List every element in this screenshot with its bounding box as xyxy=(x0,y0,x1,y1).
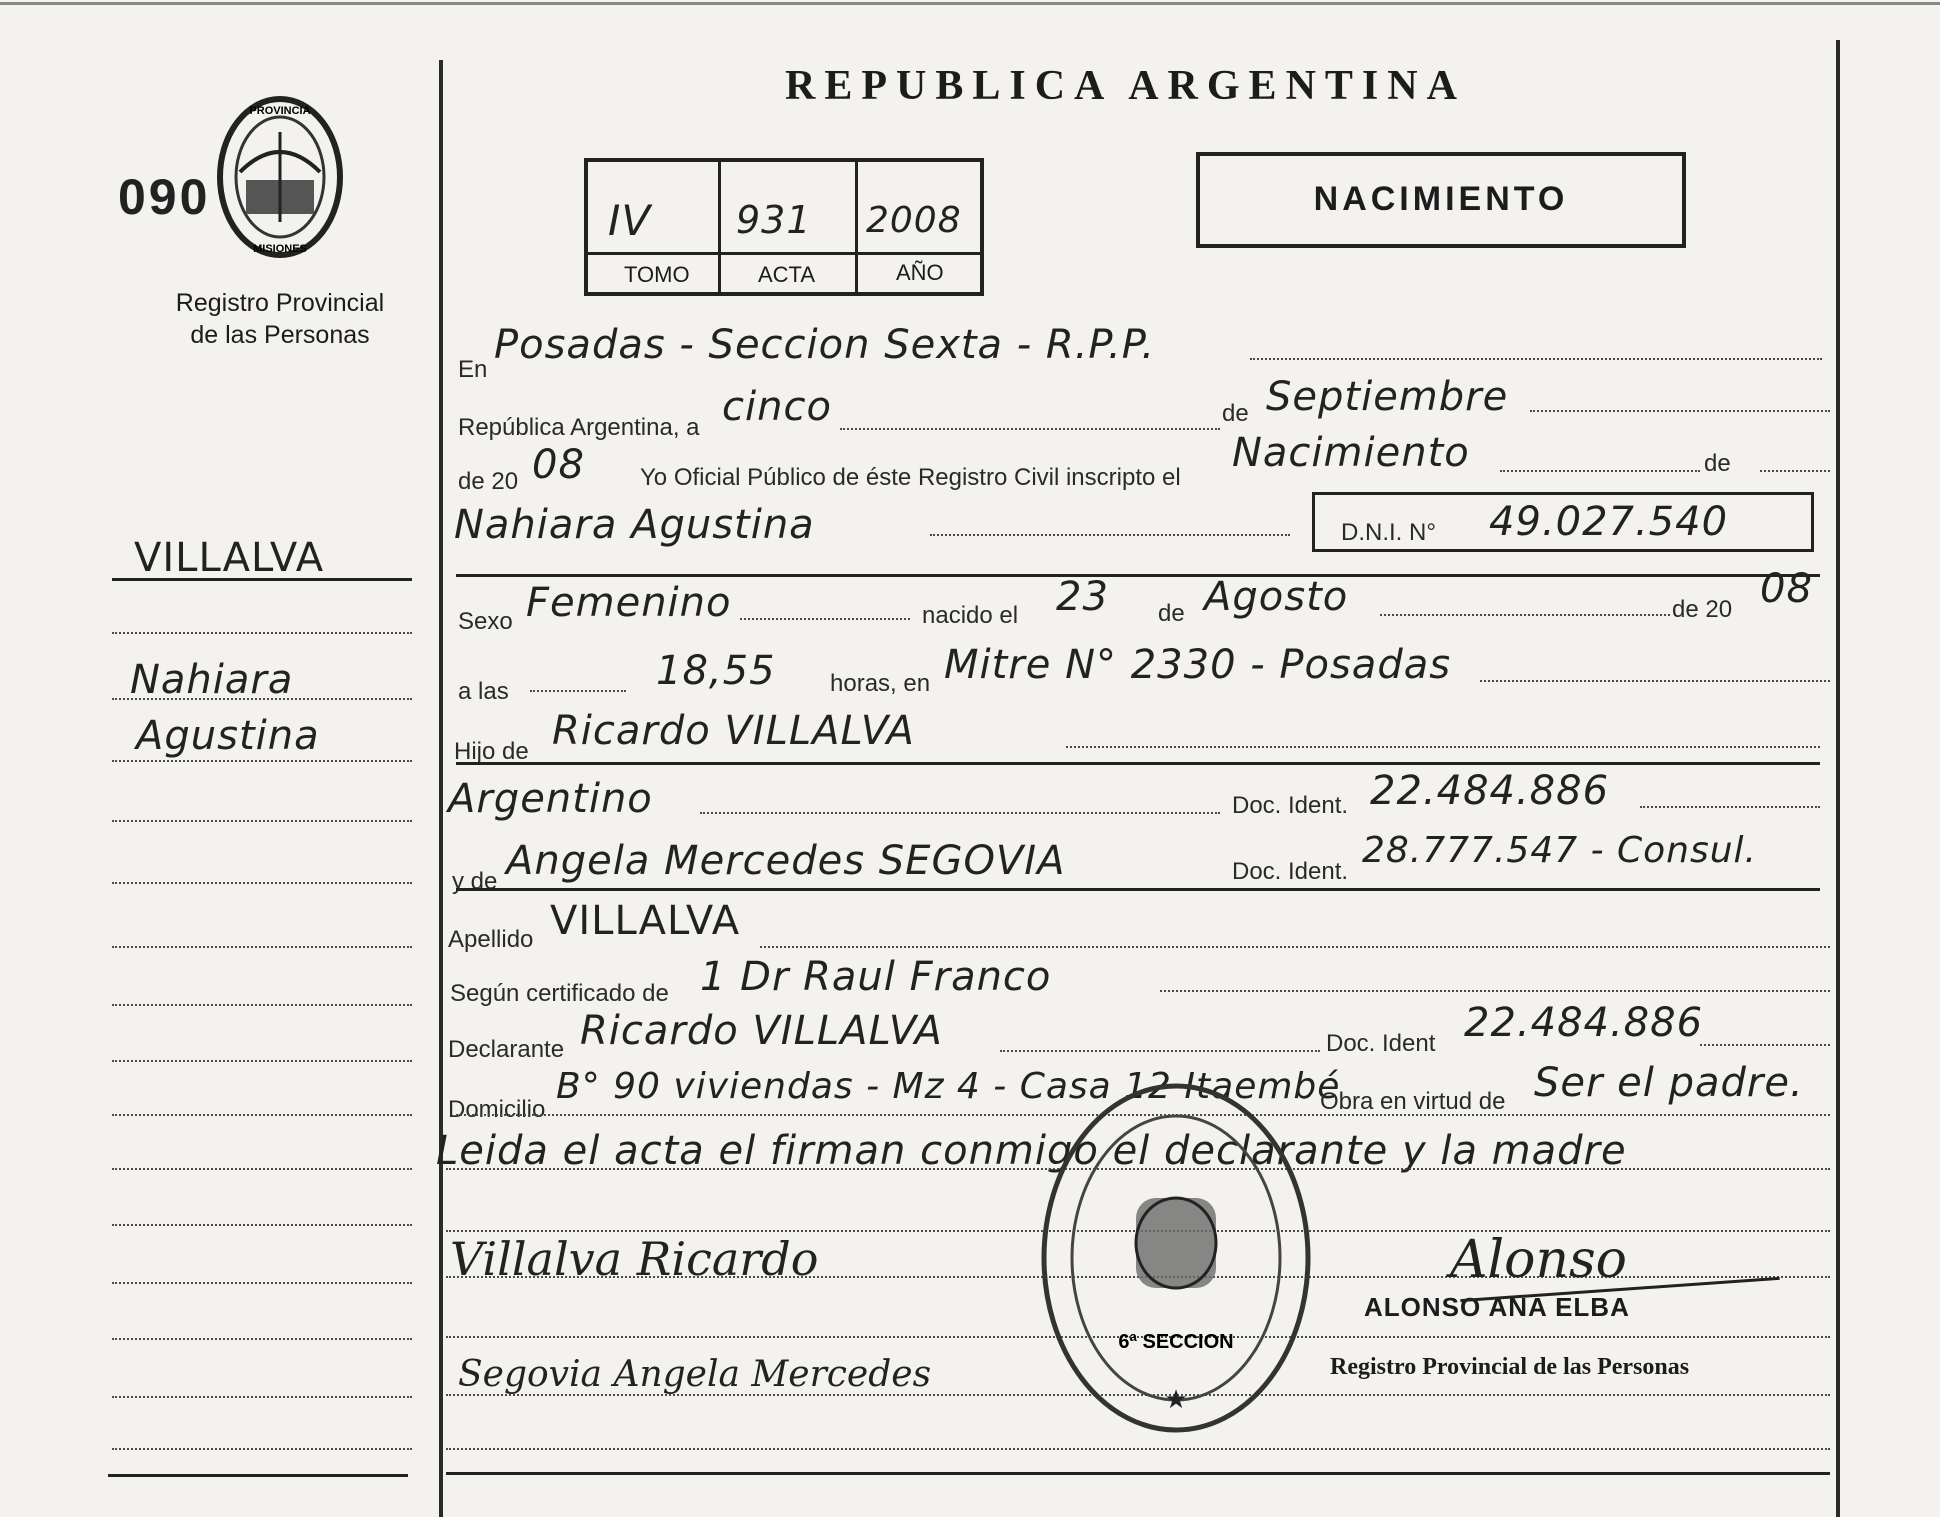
field-dots xyxy=(1160,990,1830,992)
label-hijo: Hijo de xyxy=(454,738,529,765)
margin-rule-bottom xyxy=(108,1474,408,1477)
margin-dots xyxy=(112,632,412,634)
seal-top-text: PROVINCIA xyxy=(249,105,311,117)
svg-text:★: ★ xyxy=(1164,1384,1188,1414)
anio-value: 2008 xyxy=(866,200,962,241)
official-stamp-icon xyxy=(1036,1078,1316,1438)
record-number-box xyxy=(584,158,984,296)
declarant-doc-value: 22.484.886 xyxy=(1464,1000,1704,1046)
month-value: Septiembre xyxy=(1266,374,1509,420)
label-de-mes: de xyxy=(1158,600,1185,627)
label-yde: y de xyxy=(452,868,498,895)
margin-dots xyxy=(112,1004,412,1006)
label-de20: de 20 xyxy=(458,468,519,495)
tomo-label: TOMO xyxy=(624,262,690,287)
father-signature: Villalva Ricardo xyxy=(450,1232,819,1286)
label-dni: D.N.I. N° xyxy=(1341,519,1436,546)
label-sexo: Sexo xyxy=(458,608,513,635)
registry-line1: Registro Provincial xyxy=(175,289,385,317)
field-dots xyxy=(760,946,1830,948)
field-dots xyxy=(446,1448,1830,1450)
label-de20b: de 20 xyxy=(1672,596,1733,623)
name-value: Nahiara Agustina xyxy=(454,502,815,548)
label-nacido: nacido el xyxy=(922,602,1019,629)
margin-dots xyxy=(112,1396,412,1398)
margin-surname: VILLALVA xyxy=(134,535,325,581)
label-doc-ident-mother: Doc. Ident. xyxy=(1232,858,1349,885)
field-dots xyxy=(840,428,1220,430)
label-en: En xyxy=(458,356,488,383)
margin-dots xyxy=(112,1282,412,1284)
document-type-box: NACIMIENTO xyxy=(1196,152,1686,248)
father-rule xyxy=(456,762,1820,765)
field-dots xyxy=(1000,1050,1320,1052)
label-de: de xyxy=(1222,400,1249,427)
field-dots xyxy=(530,690,626,692)
capacity-value: Ser el padre. xyxy=(1534,1060,1804,1106)
closing-value: Leida el acta el firman conmigo el declarante y la madre xyxy=(436,1128,1627,1174)
year-suffix-value: 08 xyxy=(532,442,585,488)
label-obra: Obra en virtud de xyxy=(1320,1088,1506,1115)
field-dots xyxy=(1530,410,1830,412)
label-alas: a las xyxy=(458,678,509,705)
margin-dots xyxy=(112,1168,412,1170)
father-doc-value: 22.484.886 xyxy=(1370,768,1610,814)
field-dots xyxy=(1760,470,1830,472)
margin-dots xyxy=(112,1224,412,1226)
mother-value: Angela Mercedes SEGOVIA xyxy=(506,838,1066,884)
margin-rule-1 xyxy=(112,578,412,581)
official-name: ALONSO ANA ELBA xyxy=(1364,1292,1630,1322)
field-dots xyxy=(1500,470,1700,472)
registry-name xyxy=(150,287,410,351)
surname-value: VILLALVA xyxy=(550,898,741,944)
acta-label: ACTA xyxy=(758,262,816,287)
dni-box xyxy=(1312,492,1814,552)
box-divider-2 xyxy=(855,162,858,292)
mother-signature: Segovia Angela Mercedes xyxy=(458,1354,932,1395)
margin-given-1: Nahiara xyxy=(130,657,294,703)
right-border xyxy=(1836,40,1840,1517)
seal-bottom-text: MISIONES xyxy=(253,243,307,255)
margin-given-2: Agustina xyxy=(136,713,320,759)
father-value: Ricardo VILLALVA xyxy=(552,708,915,754)
tomo-value: IV xyxy=(608,196,652,245)
certificate-value: 1 Dr Raul Franco xyxy=(700,954,1052,1000)
label-domicilio: Domicilio xyxy=(448,1096,546,1123)
label-horas: horas, en xyxy=(830,670,931,697)
birth-place-value: Mitre N° 2330 - Posadas xyxy=(944,642,1452,688)
field-dots xyxy=(740,618,910,620)
acta-value: 931 xyxy=(736,198,812,242)
dni-value: 49.027.540 xyxy=(1489,499,1729,545)
official-role: Registro Provincial de las Personas xyxy=(1330,1354,1690,1380)
label-republica: República Argentina, a xyxy=(458,414,700,441)
box-divider-h xyxy=(588,252,980,255)
field-dots xyxy=(1640,806,1820,808)
box-divider-1 xyxy=(718,162,721,292)
serial-number: 090 xyxy=(118,169,211,225)
bottom-rule xyxy=(446,1472,1830,1475)
label-declarante: Declarante xyxy=(448,1036,565,1063)
registry-line2: de las Personas xyxy=(190,321,370,349)
mother-doc-value: 28.777.547 - Consul. xyxy=(1362,830,1757,871)
place-value: Posadas - Seccion Sexta - R.P.P. xyxy=(494,322,1156,368)
top-edge xyxy=(0,2,1940,5)
field-dots xyxy=(1066,746,1820,748)
margin-dots xyxy=(112,1114,412,1116)
margin-dots xyxy=(112,946,412,948)
label-de-3: de xyxy=(1704,450,1731,477)
sex-value: Femenino xyxy=(526,580,732,626)
provincial-seal-icon xyxy=(210,92,350,262)
stamp-bottom-text: 6ª SECCION xyxy=(1118,1331,1234,1353)
field-dots xyxy=(1380,614,1670,616)
margin-dots xyxy=(112,760,412,762)
field-dots xyxy=(700,812,1220,814)
label-apellido: Apellido xyxy=(448,926,534,953)
field-dots xyxy=(1700,1044,1830,1046)
official-signature: Alonso xyxy=(1450,1230,1627,1290)
name-rule xyxy=(456,574,1820,577)
birth-day-value: 23 xyxy=(1056,574,1109,620)
inscribed-value: Nacimiento xyxy=(1232,430,1470,476)
label-segun: Según certificado de xyxy=(450,980,669,1007)
field-dots xyxy=(1480,680,1830,682)
margin-dots xyxy=(112,1448,412,1450)
address-value: B° 90 viviendas - Mz 4 - Casa 12 Itaembé xyxy=(556,1066,1341,1107)
time-value: 18,55 xyxy=(656,648,776,694)
country-title: REPUBLICA ARGENTINA xyxy=(785,63,1466,109)
margin-dots xyxy=(112,1060,412,1062)
field-dots xyxy=(1250,358,1822,360)
label-doc-ident2: Doc. Ident xyxy=(1326,1030,1436,1057)
day-words-value: cinco xyxy=(722,384,832,430)
birth-month-value: Agosto xyxy=(1204,574,1349,620)
margin-divider xyxy=(439,60,443,1517)
father-nationality-value: Argentino xyxy=(448,776,653,822)
declarant-value: Ricardo VILLALVA xyxy=(580,1008,943,1054)
label-doc-ident: Doc. Ident. xyxy=(1232,792,1349,819)
field-dots xyxy=(930,534,1290,536)
birth-year-value: 08 xyxy=(1760,566,1813,612)
mother-rule xyxy=(456,888,1820,891)
margin-dots xyxy=(112,882,412,884)
margin-dots xyxy=(112,1338,412,1340)
label-oficial: Yo Oficial Público de éste Registro Civil inscripto el xyxy=(640,464,1181,491)
margin-dots xyxy=(112,698,412,700)
anio-label: AÑO xyxy=(896,260,944,285)
margin-dots xyxy=(112,820,412,822)
